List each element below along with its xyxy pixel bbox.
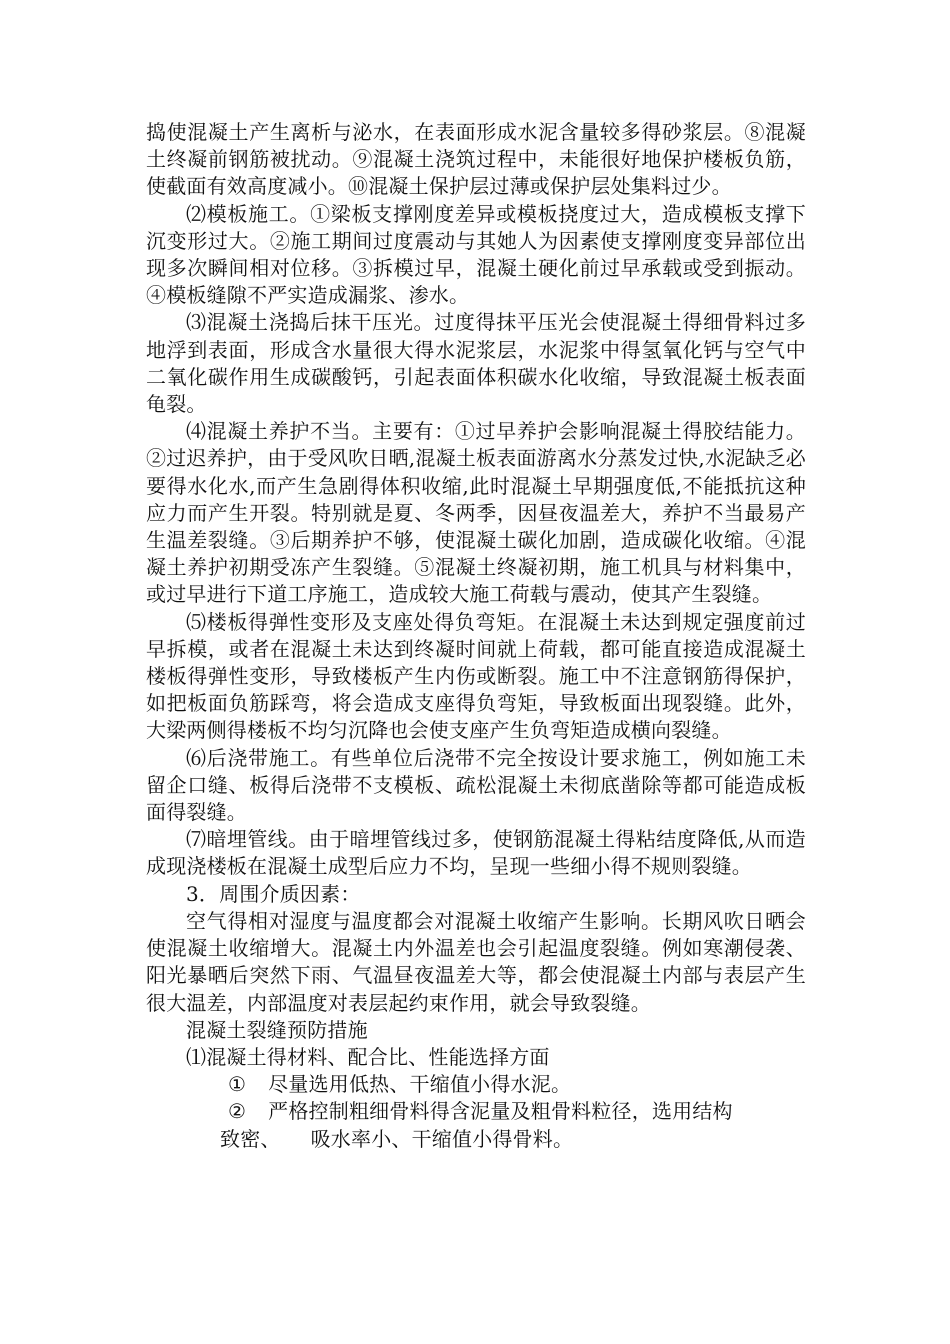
paragraph-elastic-deformation: ⑸楼板得弹性变形及支座处得负弯矩。在混凝土未达到规定强度前过早拆模，或者在混凝土未达到终凝时间就上荷载，都可能直接造成混凝土楼板得弹性变形，导致楼板产生内伤或断裂。施工中不注意钢筋得保护，如把板面负筋踩弯，将会造成支座得负弯矩，导致板面出现裂缝。此外，大梁两侧得楼板不均匀沉降也会使支座产生负弯矩造成横向裂缝。	[146, 609, 806, 743]
list-item-text: 致密、	[220, 1126, 281, 1151]
section-heading-environment: 3．周围介质因素：	[186, 881, 361, 906]
paragraph-embedded-pipes: ⑺暗埋管线。由于暗埋管线过多，使钢筋混凝土得粘结度降低,从而造成现浇楼板在混凝土成型后应力不均，呈现一些细小得不规则裂缝。	[146, 827, 806, 879]
section-heading-prevention: 混凝土裂缝预防措施	[186, 1017, 368, 1042]
paragraph-curing: ⑷混凝土养护不当。主要有：①过早养护会影响混凝土得胶结能力。②过迟养护，由于受风吹日晒,混凝土板表面游离水分蒸发过快,水泥缺乏必要得水化水,而产生急剧得体积收缩,此时混凝土早期强度低,不能抵抗这种应力而产生开裂。特别就是夏、冬两季，因昼夜温差大，养护不当最易产生温差裂缝。③后期养护不够，使混凝土碳化加剧，造成碳化收缩。④混凝土养护初期受冻产生裂缝。⑤混凝土终凝初期，施工机具与材料集中，或过早进行下道工序施工，造成较大施工荷载与震动，使其产生裂缝。	[146, 419, 806, 607]
paragraph-formwork: ⑵模板施工。①梁板支撑刚度差异或模板挠度过大，造成模板支撑下沉变形过大。②施工期间过度震动与其她人为因素使支撑刚度变异部位出现多次瞬间相对位移。③拆模过早，混凝土硬化前过早承载或受到振动。④模板缝隙不严实造成漏浆、渗水。	[146, 201, 806, 308]
list-item-text: 严格控制粗细骨料得含泥量及粗骨料粒径，选用结构	[268, 1099, 733, 1124]
subsection-heading-materials: ⑴混凝土得材料、配合比、性能选择方面	[186, 1044, 550, 1069]
list-item	[146, 1098, 806, 1125]
list-marker: ①	[228, 1072, 247, 1097]
paragraph-environment: 空气得相对湿度与温度都会对混凝土收缩产生影响。长期风吹日晒会使混凝土收缩增大。混凝土内外温差也会引起温度裂缝。例如寒潮侵袭、阳光暴晒后突然下雨、气温昼夜温差大等，都会使混凝土内部与表层产生很大温差，内部温度对表层起约束作用，就会导致裂缝。	[146, 908, 806, 1015]
list-item-text: 尽量选用低热、干缩值小得水泥。	[268, 1072, 572, 1097]
list-item-text: 吸水率小、干缩值小得骨料。	[310, 1126, 574, 1151]
list-item-continuation	[146, 1126, 806, 1153]
paragraph-continuation: 捣使混凝土产生离析与泌水，在表面形成水泥含量较多得砂浆层。⑧混凝土终凝前钢筋被扰动。⑨混凝土浇筑过程中，未能很好地保护楼板负筋，使截面有效高度减小。⑩混凝土保护层过薄或保护层处集料过少。	[146, 120, 806, 199]
list-marker: ②	[228, 1099, 247, 1124]
paragraph-troweling: ⑶混凝土浇捣后抹干压光。过度得抹平压光会使混凝土得细骨料过多地浮到表面，形成含水量很大得水泥浆层，水泥浆中得氢氧化钙与空气中二氧化碳作用生成碳酸钙，引起表面体积碳水化收缩，导致混凝土板表面龟裂。	[146, 310, 806, 417]
list-item	[146, 1071, 806, 1098]
document-body	[146, 119, 806, 1153]
paragraph-post-pour-strip: ⑹后浇带施工。有些单位后浇带不完全按设计要求施工，例如施工未留企口缝、板得后浇带不支模板、疏松混凝土未彻底凿除等都可能造成板面得裂缝。	[146, 745, 806, 825]
